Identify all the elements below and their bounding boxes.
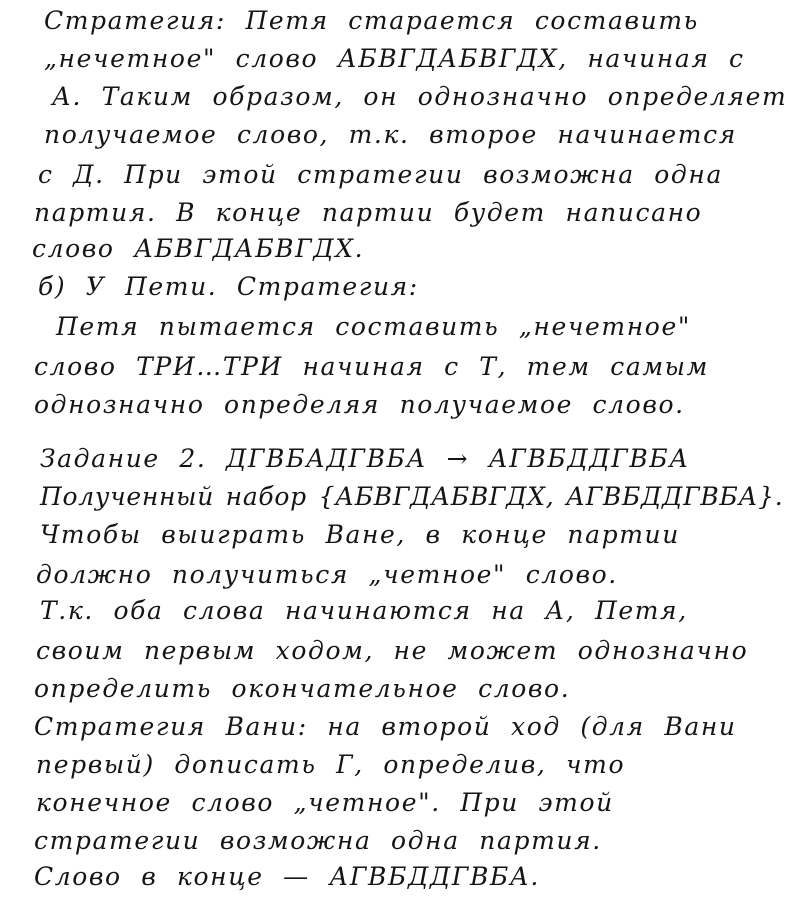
text-line: Стратегия Вани: на второй ход (для Вани	[34, 712, 737, 741]
text-line: получаемое слово, т.к. второе начинается	[44, 120, 737, 149]
text-line: однозначно определяя получаемое слово.	[34, 390, 685, 419]
text-line: слово ТРИ…ТРИ начиная с Т, тем самым	[34, 352, 709, 381]
text-line: Слово в конце — АГВБДДГВБА.	[34, 862, 540, 891]
text-line: Полученный набор {АБВГДАБВГДХ, АГВБДДГВБА}.	[40, 482, 784, 511]
text-line: конечное слово „четное". При этой	[36, 788, 614, 817]
text-line: Петя пытается составить „нечетное"	[56, 312, 691, 341]
text-line: Т.к. оба слова начинаются на А, Петя,	[40, 596, 688, 625]
text-line: партия. В конце партии будет написано	[34, 198, 703, 227]
text-line: А. Таким образом, он однозначно определяет	[52, 82, 788, 111]
text-line: с Д. При этой стратегии возможна одна	[38, 160, 723, 189]
text-line: Чтобы выиграть Ване, в конце партии	[40, 520, 680, 549]
text-line: должно получиться „четное" слово.	[36, 560, 618, 589]
text-line: стратегии возможна одна партия.	[34, 826, 602, 855]
text-line: б) У Пети. Стратегия:	[38, 272, 419, 301]
text-line: своим первым ходом, не может однозначно	[36, 636, 749, 665]
text-line: Стратегия: Петя старается составить	[44, 6, 699, 35]
text-line: Задание 2. ДГВБАДГВБА → АГВБДДГВБА	[40, 444, 690, 473]
text-line: первый) дописать Г, определив, что	[36, 750, 626, 779]
text-line: определить окончательное слово.	[34, 674, 571, 703]
text-line: „нечетное" слово АБВГДАБВГДХ, начиная с	[44, 44, 745, 73]
text-line: слово АБВГДАБВГДХ.	[32, 234, 365, 263]
